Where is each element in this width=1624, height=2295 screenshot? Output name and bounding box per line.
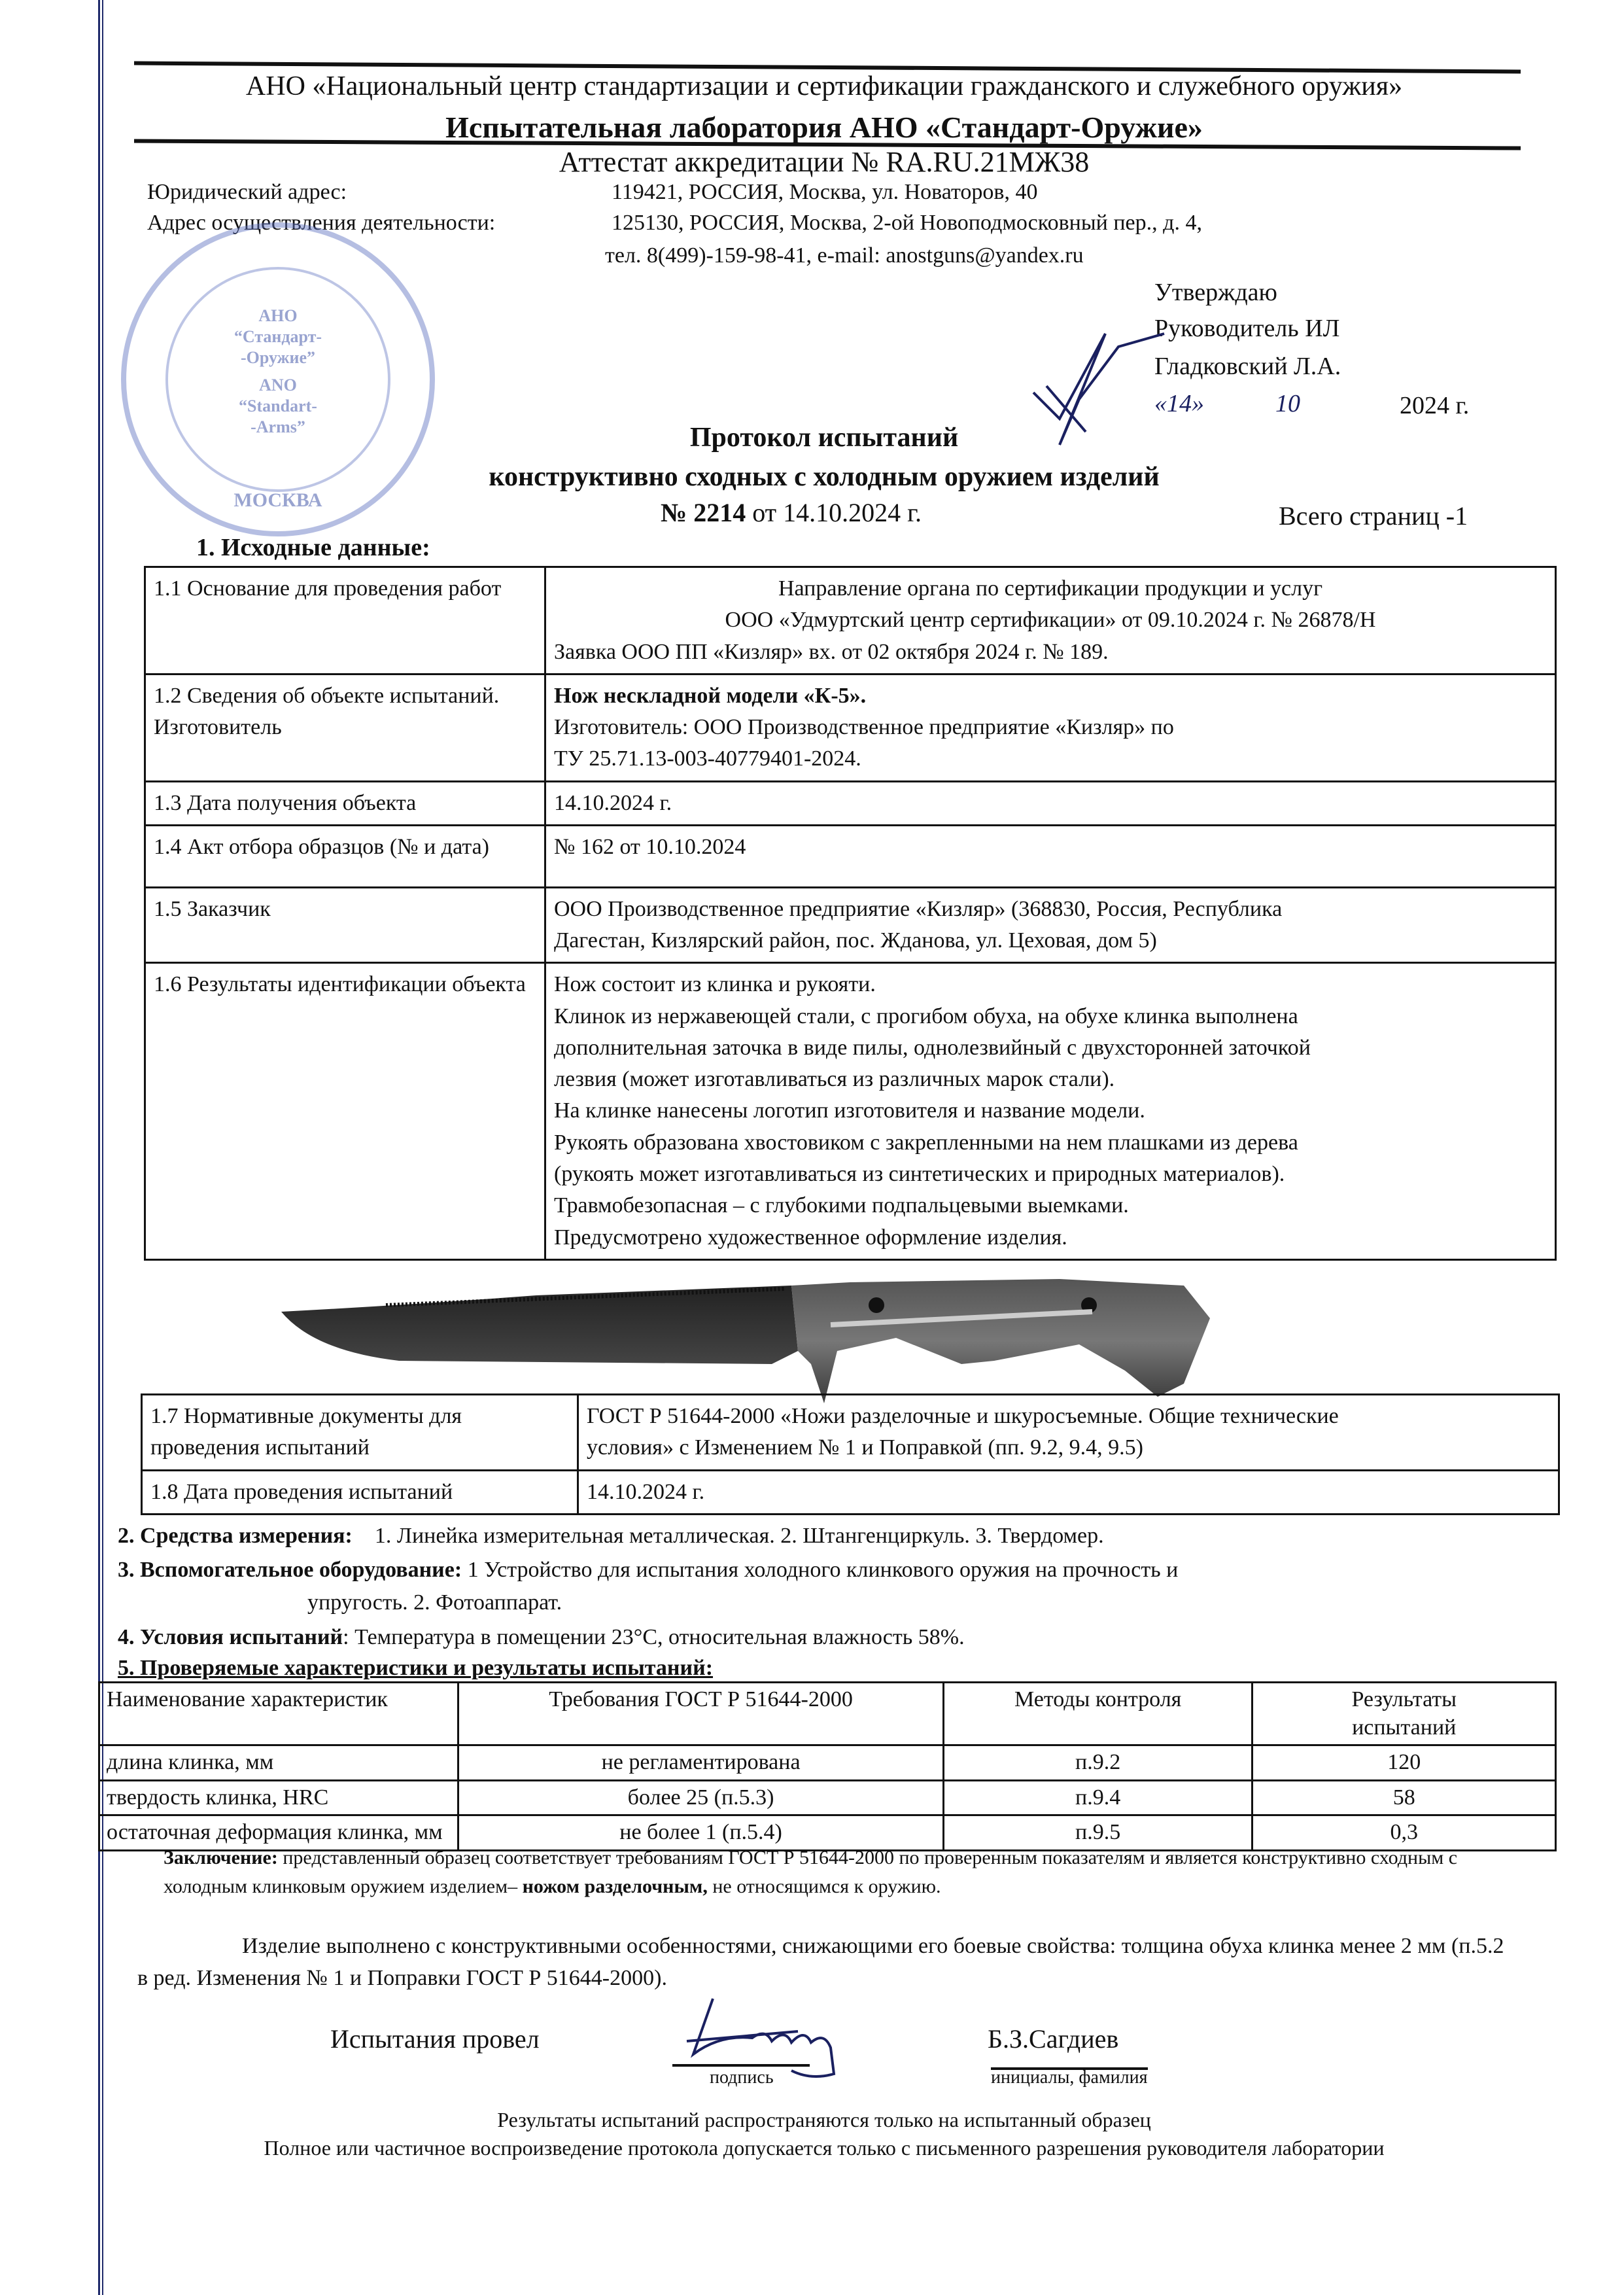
row-value [545,963,1556,1259]
section-3-label: 3. Вспомогательное оборудование: [118,1558,462,1582]
conclusion-label: Заключение: [164,1847,278,1868]
signature-line [672,2064,810,2067]
table-row [145,781,1556,825]
section-2-text: 1. Линейка измерительная металлическая. 2. Штангенциркуль. 3. Твердомер. [374,1524,1104,1548]
cell: не более 1 (п.5.4) [458,1815,944,1851]
stamp-line: ANO [259,376,297,394]
row-label: 1.5 Заказчик [145,887,545,963]
value-line: ТУ 25.71.13-003-40779401-2024. [554,746,861,771]
legal-address: 119421, РОССИЯ, Москва, ул. Новаторов, 40 [612,180,1038,204]
conclusion-features: Изделие выполнено с конструктивными особенностями, снижающими его боевые свойства: толщина обуха клинка менее 2 мм (п.5.2 в ред. Изменения № 1 и Поправки ГОСТ Р 51644-2000). [137,1934,1504,1991]
row-label: 1.6 Результаты идентификации объекта [145,963,545,1259]
row-value: 14.10.2024 г. [545,781,1556,825]
value-line: ГОСТ Р 51644-2000 «Ножи разделочные и шкуросъемные. Общие технические [587,1404,1339,1428]
stamp-line: АНО [258,306,298,325]
value-line: Заявка ООО ПП «Кизляр» вх. от 02 октября 2024 г. № 189. [554,639,1109,664]
results-table [98,1681,1557,1851]
section-4 [118,1621,965,1653]
value-line: Травмобезопасная – с глубокими подпальцевыми выемками. [554,1193,1129,1218]
approval-month: 10 [1275,390,1300,417]
name-caption: инициалы, фамилия [991,2067,1148,2088]
value-line: На клинке нанесены логотип изготовителя и название модели. [554,1098,1145,1123]
protocol-title: Протокол испытаний [689,423,959,453]
row-label: 1.4 Акт отбора образцов (№ и дата) [145,825,545,887]
value-line: Нож нескладной модели «К-5». [554,683,867,708]
footer-disclaimer: Результаты испытаний распространяются только на испытанный образец [497,2108,1151,2131]
cell: остаточная деформация клинка, мм [99,1815,458,1851]
protocol-date: от 14.10.2024 г. [752,498,922,527]
value-line: (рукоять может изготавливаться из синтетических и природных материалов). [554,1161,1285,1186]
value-line: ООО «Удмуртский центр сертификации» от 09.10.2024 г. № 26878/Н [725,608,1376,633]
cell: 0,3 [1253,1815,1556,1851]
value-line: Клинок из нержавеющей стали, с прогибом обуха, на обухе клинка выполнена [554,1004,1298,1028]
row-value [545,887,1556,963]
row-value: 14.10.2024 г. [578,1470,1559,1514]
value-line: Предусмотрено художественное оформление изделия. [554,1225,1067,1250]
table-header-row [99,1683,1556,1745]
value-line: условия» с Изменением № 1 и Поправкой (пп. 9.2, 9.4, 9.5) [587,1435,1143,1460]
knife-photo [275,1279,1387,1410]
table-row [145,963,1556,1259]
table-row [99,1780,1556,1815]
section-4-label: 4. Условия испытаний [118,1625,343,1649]
table-row [99,1745,1556,1781]
table-row [145,567,1556,674]
row-label: 1.7 Нормативные документы для проведения испытаний [142,1395,578,1471]
stamp-line: “Standart- [239,396,317,415]
row-value [578,1395,1559,1471]
protocol-number-line [661,497,922,528]
contacts: тел. 8(499)-159-98-41, e-mail: anostguns@yandex.ru [605,243,1084,268]
tester-name: Б.З.Сагдиев [988,2024,1119,2054]
row-value [545,567,1556,674]
column-header: Требования ГОСТ Р 51644-2000 [458,1683,944,1745]
accreditation: Аттестат аккредитации № RA.RU.21МЖ38 [559,146,1090,178]
column-header: Наименование характеристик [99,1683,458,1745]
cell: п.9.5 [943,1815,1253,1851]
tester-label: Испытания провел [330,2024,540,2054]
footer-copyright: Полное или частичное воспроизведение протокола допускается только с письменного разрешения руководителя лаборатории [264,2136,1385,2160]
conclusion-text: представленный образец соответствует требованиям ГОСТ Р 51644-2000 по проверенным показателям и является конструктивно сходным с холодным клинковым оружием изделием– [164,1847,1458,1897]
value-line: ООО Производственное предприятие «Кизляр» (368830, Россия, Республика [554,896,1283,921]
cell: 58 [1253,1780,1556,1815]
conclusion-text-end: не относящимся к оружию. [707,1875,941,1897]
legal-address-label: Юридический адрес: [147,180,347,204]
stamp-line: “Стандарт- [233,327,322,346]
column-header: Результаты испытаний [1253,1683,1556,1745]
table-row [142,1395,1559,1471]
org-name: АНО «Национальный центр стандартизации и сертификации гражданского и служебного оружия» [245,71,1403,101]
activity-address: 125130, РОССИЯ, Москва, 2-ой Новоподмосковный пер., д. 4, [612,211,1202,235]
cell: твердость клинка, HRC [99,1780,458,1815]
approver-position: Руководитель ИЛ [1154,315,1340,342]
page-count: Всего страниц -1 [1279,501,1468,531]
value-line: Направление органа по сертификации продукции и услуг [778,576,1323,601]
stamp-line: -Оружие” [240,348,316,367]
cell: 120 [1253,1745,1556,1781]
row-value: № 162 от 10.10.2024 [545,825,1556,887]
section-3 [118,1554,1517,1586]
approval-year: 2024 г. [1400,392,1470,419]
source-data-table [144,566,1557,1261]
conclusion-bold: ножом разделочным, [517,1875,708,1897]
row-label: 1.3 Дата получения объекта [145,781,545,825]
value-line: Рукоять образована хвостовиком с закрепленными на нем плашками из дерева [554,1130,1298,1155]
value-line: Нож состоит из клинка и рукояти. [554,972,876,997]
cell: п.9.2 [943,1745,1253,1781]
table-row [142,1470,1559,1514]
row-value [545,674,1556,781]
value-line: лезвия (может изготавливаться из различных марок стали). [554,1067,1115,1092]
row-label: 1.8 Дата проведения испытаний [142,1470,578,1514]
table-row [145,825,1556,887]
cell: п.9.4 [943,1780,1253,1815]
section-2-label: 2. Средства измерения: [118,1524,353,1548]
cell: длина клинка, мм [99,1745,458,1781]
section-2 [118,1520,1104,1552]
lab-name: Испытательная лаборатория АНО «Стандарт-Оружие» [445,111,1203,144]
stamp-city: МОСКВА [233,489,322,511]
protocol-number: № 2214 [661,498,746,527]
table-row [145,674,1556,781]
signature-caption: подпись [710,2067,774,2088]
table-row [145,887,1556,963]
conclusion [164,1844,1511,1901]
section-3-text-cont: упругость. 2. Фотоаппарат. [307,1590,562,1615]
approve-label: Утверждаю [1154,279,1277,306]
stamp-line: -Arms” [251,417,305,436]
approver-name: Гладковский Л.А. [1154,353,1341,380]
section-4-text: : Температура в помещении 23°С, относительная влажность 58%. [343,1625,965,1649]
value-line: Изготовитель: ООО Производственное предприятие «Кизляр» по [554,715,1174,740]
cell: более 25 (п.5.3) [458,1780,944,1815]
protocol-subtitle: конструктивно сходных с холодным оружием изделий [489,462,1160,492]
row-label: 1.2 Сведения об объекте испытаний. Изготовитель [145,674,545,781]
row-label: 1.1 Основание для проведения работ [145,567,545,674]
value-line: Дагестан, Кизлярский район, пос. Жданова, ул. Цеховая, дом 5) [554,928,1157,953]
approval-day: «14» [1154,390,1204,417]
column-header: Методы контроля [943,1683,1253,1745]
section-1-heading: 1. Исходные данные: [196,534,430,561]
page-left-border [98,0,103,2295]
normative-table [141,1393,1560,1515]
cell: не регламентирована [458,1745,944,1781]
value-line: дополнительная заточка в виде пилы, однолезвийный с двухсторонней заточкой [554,1035,1311,1060]
section-3-text: 1 Устройство для испытания холодного клинкового оружия на прочность и [467,1558,1179,1582]
activity-address-label: Адрес осуществления деятельности: [147,211,496,235]
section-5-heading: 5. Проверяемые характеристики и результаты испытаний: [118,1656,714,1680]
